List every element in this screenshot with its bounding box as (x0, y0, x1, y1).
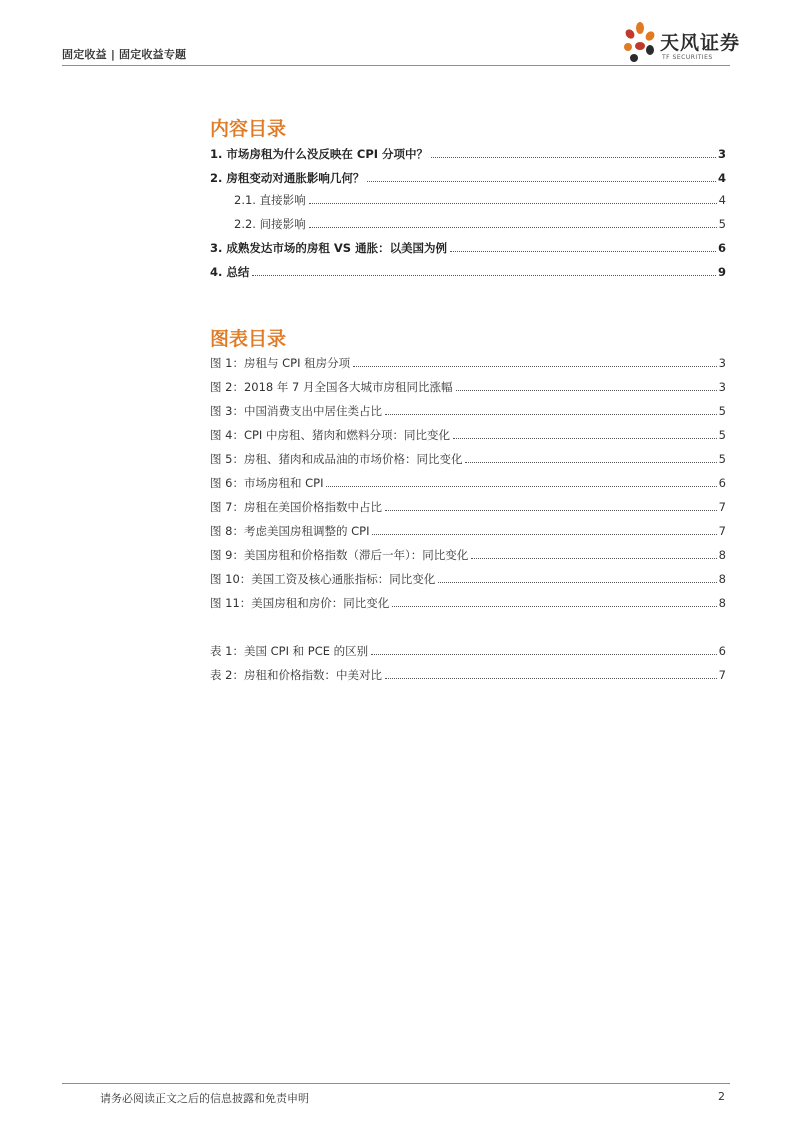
figure-item[interactable] (210, 424, 726, 442)
toc-item[interactable] (210, 261, 726, 279)
page-number: 2 (718, 1090, 725, 1103)
figure-item[interactable] (210, 352, 726, 370)
figure-item-page: 8 (718, 596, 726, 610)
toc-item-label: 4. 总结 (210, 265, 250, 279)
toc-subitem[interactable] (210, 189, 726, 207)
toc-item[interactable] (210, 143, 726, 161)
figure-item-label: 图 7：房租在美国价格指数中占比 (210, 500, 382, 514)
dot-leader (453, 438, 717, 439)
dot-leader (392, 606, 716, 607)
page-header (0, 0, 793, 70)
figure-item-label: 图 2：2018 年 7 月全国各大城市房租同比涨幅 (210, 380, 453, 394)
dot-leader (471, 558, 716, 559)
toc-item-page: 5 (718, 217, 726, 231)
figure-item-label: 图 3：中国消费支出中居住类占比 (210, 404, 382, 418)
table-item-page: 6 (718, 644, 726, 658)
figure-item-label: 图 6：市场房租和 CPI (210, 476, 324, 490)
header-divider (62, 65, 730, 66)
toc-item-page: 3 (717, 147, 726, 161)
table-item-label: 表 1：美国 CPI 和 PCE 的区别 (210, 644, 369, 658)
dot-leader (385, 510, 717, 511)
figure-item[interactable] (210, 520, 726, 538)
toc-item-label: 2. 房租变动对通胀影响几何？ (210, 171, 365, 185)
figure-item[interactable] (210, 592, 726, 610)
figure-item[interactable] (210, 400, 726, 418)
figure-item-page: 3 (718, 356, 726, 370)
toc-item-label: 2.1. 直接影响 (234, 193, 306, 207)
table-item[interactable] (210, 664, 726, 682)
header-breadcrumb (62, 46, 186, 62)
company-logo (620, 20, 741, 66)
header-category: 固定收益 (62, 48, 107, 61)
figure-item-page: 5 (718, 404, 726, 418)
toc-item-label: 3. 成熟发达市场的房租 VS 通胀：以美国为例 (210, 241, 448, 255)
table-item[interactable] (210, 640, 726, 658)
figure-item[interactable] (210, 448, 726, 466)
dot-leader (465, 462, 716, 463)
dot-leader (252, 275, 716, 276)
figure-item-page: 5 (718, 428, 726, 442)
figures-title: 图表目录 (210, 328, 287, 350)
logo-flower-icon (620, 20, 660, 66)
toc-item-page: 6 (717, 241, 726, 255)
figure-item[interactable] (210, 472, 726, 490)
toc-item[interactable] (210, 167, 726, 185)
dot-leader (456, 390, 717, 391)
dot-leader (431, 157, 716, 158)
toc-item[interactable] (210, 237, 726, 255)
dot-leader (309, 203, 717, 204)
figure-item-label: 图 9：美国房租和价格指数（滞后一年）：同比变化 (210, 548, 469, 562)
dot-leader (372, 534, 716, 535)
toc-item-page: 4 (718, 193, 726, 207)
figure-item[interactable] (210, 544, 726, 562)
dot-leader (371, 654, 716, 655)
figure-item[interactable] (210, 496, 726, 514)
table-item-label: 表 2：房租和价格指数：中美对比 (210, 668, 382, 682)
header-separator: | (110, 48, 116, 61)
figure-item-page: 3 (718, 380, 726, 394)
figure-item-label: 图 4：CPI 中房租、猪肉和燃料分项：同比变化 (210, 428, 450, 442)
dot-leader (450, 251, 716, 252)
figure-item-label: 图 1：房租与 CPI 租房分项 (210, 356, 351, 370)
footer-disclaimer: 请务必阅读正文之后的信息披露和免责申明 (100, 1092, 309, 1105)
figure-item-page: 7 (718, 524, 726, 538)
figure-item-label: 图 5：房租、猪肉和成品油的市场价格：同比变化 (210, 452, 463, 466)
dot-leader (353, 366, 717, 367)
header-subcategory: 固定收益专题 (119, 48, 187, 61)
logo-name-cn: 天风证券 (660, 32, 741, 54)
figure-item-page: 8 (718, 572, 726, 586)
figure-item-label: 图 11：美国房租和房价：同比变化 (210, 596, 390, 610)
toc-item-page: 9 (717, 265, 726, 279)
footer-divider (62, 1083, 730, 1084)
figure-item-page: 7 (718, 500, 726, 514)
dot-leader (438, 582, 716, 583)
figure-item[interactable] (210, 376, 726, 394)
table-item-page: 7 (718, 668, 726, 682)
toc-item-label: 1. 市场房租为什么没反映在 CPI 分项中？ (210, 147, 429, 161)
toc-item-label: 2.2. 间接影响 (234, 217, 306, 231)
figure-item-page: 6 (718, 476, 726, 490)
toc-subitem[interactable] (210, 213, 726, 231)
figure-item-label: 图 10：美国工资及核心通胀指标：同比变化 (210, 572, 436, 586)
logo-name-en: TF SECURITIES (662, 54, 713, 61)
figure-item-page: 5 (718, 452, 726, 466)
figure-item-label: 图 8：考虑美国房租调整的 CPI (210, 524, 370, 538)
figure-item[interactable] (210, 568, 726, 586)
dot-leader (326, 486, 716, 487)
dot-leader (385, 678, 717, 679)
dot-leader (309, 227, 717, 228)
dot-leader (385, 414, 717, 415)
figure-item-page: 8 (718, 548, 726, 562)
toc-title: 内容目录 (210, 118, 287, 140)
toc-item-page: 4 (717, 171, 726, 185)
dot-leader (367, 181, 716, 182)
